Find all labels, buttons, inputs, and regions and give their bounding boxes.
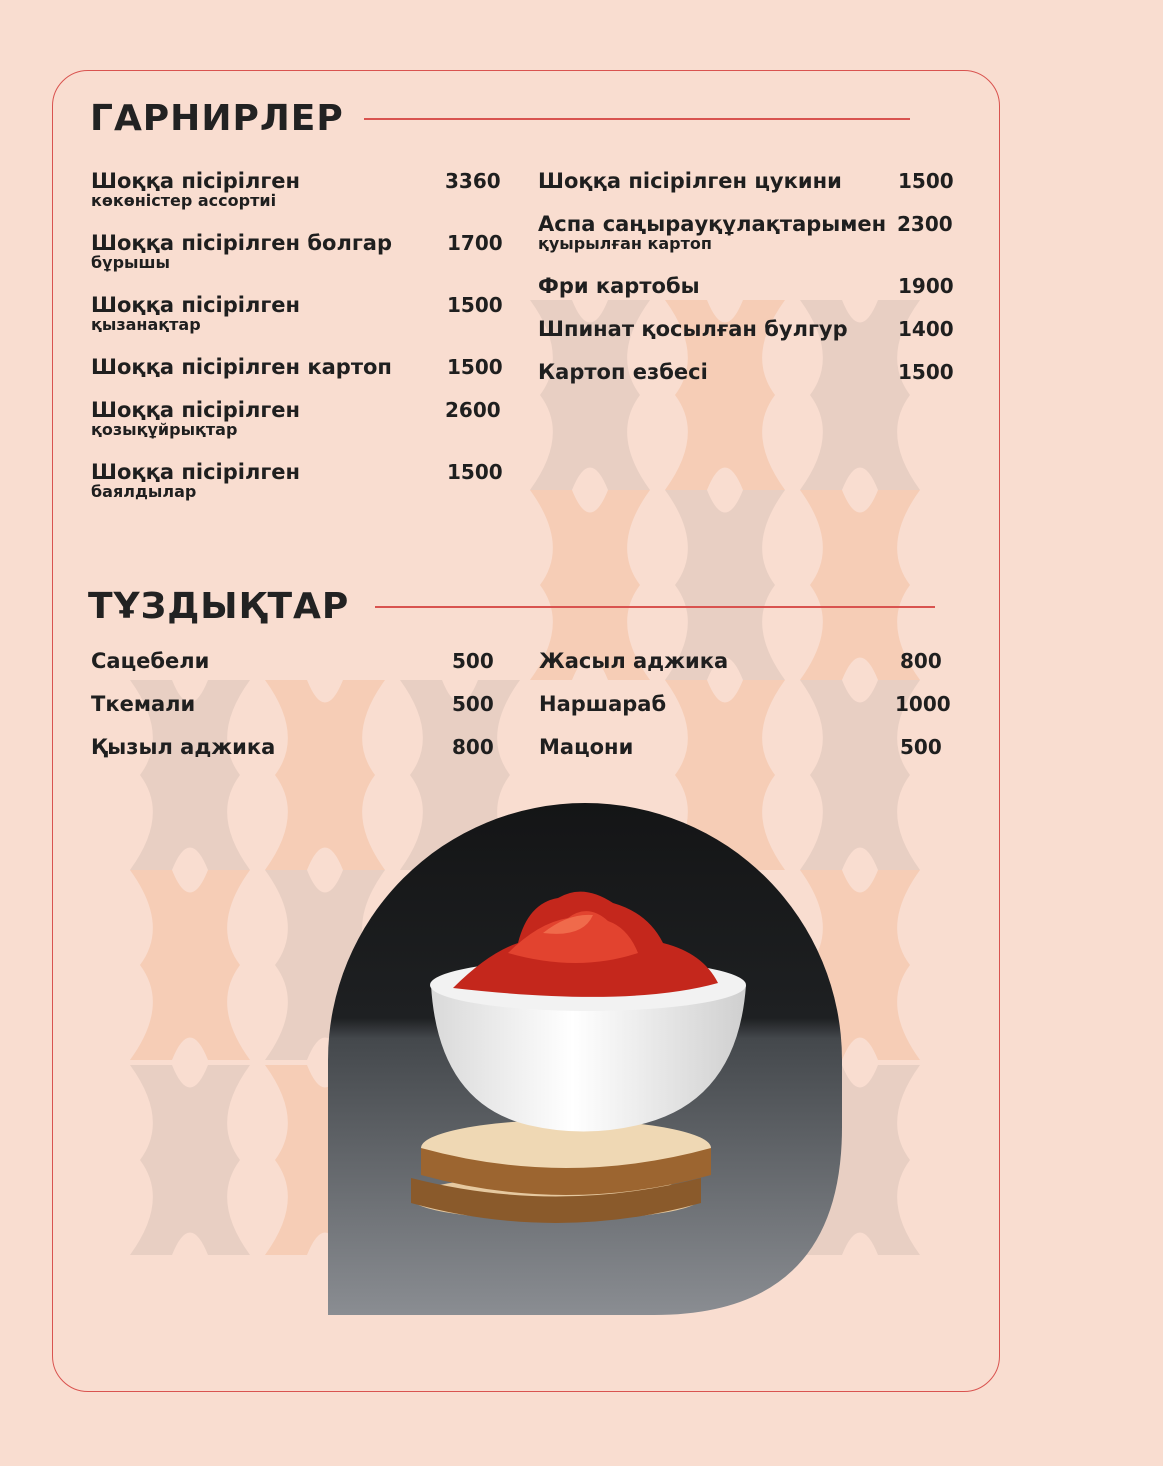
item-subtitle: баялдылар [91, 482, 197, 501]
menu-item [539, 649, 949, 692]
item-name: Мацони [539, 735, 634, 759]
item-subtitle: қызанақтар [91, 315, 201, 334]
menu-item [539, 692, 949, 735]
item-name: Шоққа пісірілген [91, 169, 301, 193]
item-name: Ткемали [91, 692, 196, 716]
garnish-left-column [91, 169, 503, 522]
menu-item [538, 360, 954, 403]
item-name: Шпинат қосылған булгур [538, 317, 848, 341]
item-price: 3360 [445, 169, 501, 193]
menu-item [91, 293, 503, 355]
item-price: 1500 [447, 355, 503, 379]
sauces-right-column [539, 649, 949, 778]
menu-item [538, 274, 954, 317]
item-name: Шоққа пісірілген [91, 460, 301, 484]
sauces-left-column [91, 649, 495, 778]
item-price: 500 [452, 692, 494, 716]
item-name: Жасыл аджика [539, 649, 729, 673]
item-name: Шоққа пісірілген цукини [538, 169, 842, 193]
item-price: 800 [900, 649, 942, 673]
item-subtitle: қуырылған картоп [538, 234, 712, 253]
menu-item [91, 692, 495, 735]
item-name: Сацебели [91, 649, 210, 673]
item-price: 1500 [447, 293, 503, 317]
section-divider [375, 606, 935, 608]
section-title-garnish: ГАРНИРЛЕР [90, 98, 344, 139]
item-subtitle: қозықұйрықтар [91, 420, 238, 439]
item-price: 1500 [447, 460, 503, 484]
item-price: 1000 [895, 692, 951, 716]
item-subtitle: көкөністер ассортиі [91, 191, 277, 210]
item-price: 2600 [445, 398, 501, 422]
menu-item [91, 169, 501, 231]
menu-item [538, 212, 953, 274]
section-title-sauces: ТҰЗДЫҚТАР [88, 586, 350, 627]
menu-item [91, 649, 495, 692]
item-price: 1500 [898, 360, 954, 384]
item-price: 500 [900, 735, 942, 759]
menu-item [91, 231, 503, 293]
item-name: Шоққа пісірілген болгар [91, 231, 393, 255]
item-name: Шоққа пісірілген [91, 293, 301, 317]
menu-item [91, 735, 495, 778]
item-price: 1700 [447, 231, 503, 255]
item-price: 2300 [897, 212, 953, 236]
item-price: 800 [452, 735, 494, 759]
menu-item [539, 735, 949, 778]
item-price: 500 [452, 649, 494, 673]
item-price: 1500 [898, 169, 954, 193]
section-divider [364, 118, 910, 120]
item-name: Фри картобы [538, 274, 700, 298]
item-subtitle: бұрышы [91, 253, 170, 272]
item-price: 1900 [898, 274, 954, 298]
menu-item [91, 460, 503, 522]
menu-item [91, 355, 503, 398]
menu-item [538, 169, 954, 212]
menu-item [538, 317, 954, 360]
menu-item [91, 398, 501, 460]
item-name: Картоп езбесі [538, 360, 708, 384]
garnish-right-column [538, 169, 954, 403]
item-name: Аспа саңырауқұлақтарымен [538, 212, 887, 236]
item-name: Наршараб [539, 692, 667, 716]
item-name: Шоққа пісірілген [91, 398, 301, 422]
item-name: Қызыл аджика [91, 735, 276, 759]
food-photo [328, 803, 842, 1315]
item-price: 1400 [898, 317, 954, 341]
item-name: Шоққа пісірілген картоп [91, 355, 392, 379]
